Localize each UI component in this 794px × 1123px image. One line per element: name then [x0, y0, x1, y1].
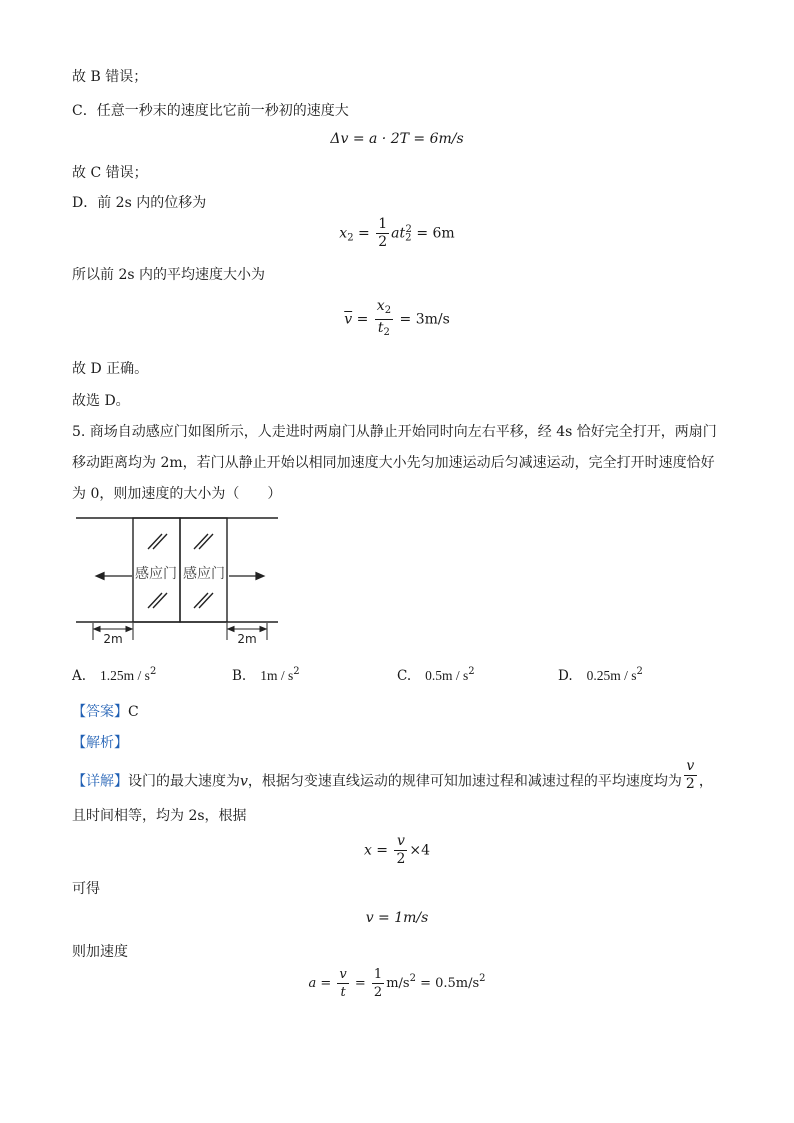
eq-x2-t-sub: 2 — [405, 232, 412, 244]
dimension-right-label: 2m — [237, 632, 257, 646]
eq-a-frac-2 — [372, 966, 384, 1001]
text-choose-d: 故选 D。 — [72, 393, 130, 409]
eq-x2-symbol: x — [339, 225, 348, 242]
eq-x2-rhs: = 6m — [411, 225, 455, 242]
eq-x2-equals: = — [353, 225, 375, 242]
eq-a-unit: m/s — [386, 976, 410, 991]
eq-vbar-num-sub: 2 — [384, 305, 392, 316]
answer-value: C — [128, 704, 139, 720]
eq-a-rhs: = 0.5m/s — [415, 976, 480, 991]
choice-d[interactable] — [558, 666, 643, 684]
choice-d-value: 0.25m / s — [586, 668, 637, 683]
detail-line-1 — [72, 758, 713, 793]
text-d-right: 故 D 正确。 — [72, 361, 149, 377]
detail-v-half-num: v — [684, 758, 697, 776]
eq-x-den: 2 — [396, 851, 406, 867]
left-door-label: 感应门 — [135, 566, 177, 582]
q5-line-1: 5. 商场自动感应门如图所示，人走进时两扇门从静止开始同时向左右平移，经 4s 恰好完全打开，两扇门 — [72, 424, 717, 440]
eq-x2-fraction — [376, 216, 389, 251]
eq-vbar-symbol: $\overline{v}$ — [344, 311, 353, 328]
choice-a-value: 1.25m / s — [100, 668, 150, 683]
choice-a-sup: 2 — [149, 666, 157, 677]
choice-c[interactable] — [397, 666, 475, 684]
answer-label: 【答案】 — [72, 704, 128, 720]
detail-v-half-den: 2 — [685, 776, 695, 792]
equation-delta-v — [0, 131, 794, 147]
q5-line-3: 为 0，则加速度的大小为（ ） — [72, 486, 282, 502]
eq-a-frac-1 — [337, 966, 348, 1001]
analysis-label — [72, 734, 128, 752]
eq-a-rhs-sup: 2 — [479, 973, 486, 984]
text-then-acc: 则加速度 — [72, 944, 128, 960]
detail-line-2: 且时间相等，均为 2s，根据 — [72, 808, 247, 824]
eq-x2-sub: 2 — [347, 232, 354, 244]
choice-b[interactable] — [232, 666, 300, 684]
analysis-label-text: 【解析】 — [72, 735, 128, 751]
answer-row — [72, 703, 139, 721]
eq-a-d2: 2 — [373, 985, 383, 1000]
equation-x2 — [0, 216, 794, 251]
choice-a-letter: A. — [72, 668, 87, 684]
eq-a-n1: v — [339, 967, 347, 982]
eq-x-equals: = — [371, 842, 393, 859]
eq-x-fraction — [394, 833, 407, 868]
eq-a-n2: 1 — [373, 967, 383, 982]
text-b-wrong: 故 B 错误； — [72, 69, 148, 85]
detail-text-b: ，根据匀变速直线运动的规律可知加速过程和减速过程的平均速度均为 — [247, 773, 682, 790]
choice-d-sup: 2 — [636, 666, 643, 677]
detail-text-c: ， — [698, 773, 713, 790]
eq-a-unit-sup: 2 — [409, 973, 416, 984]
choice-c-value: 0.5m / s — [425, 668, 469, 683]
text-obtain: 可得 — [72, 881, 100, 897]
eq-x2-t-sup: 2 — [405, 223, 412, 235]
choice-b-sup: 2 — [293, 666, 300, 677]
eq-vbar-den: t — [377, 320, 384, 336]
eq-x2-num: 1 — [378, 216, 388, 232]
detail-label: 【详解】 — [72, 773, 128, 790]
eq-vbar-fraction — [375, 298, 393, 341]
eq-x-symbol: x — [363, 842, 372, 859]
text-c-wrong: 故 C 错误； — [72, 165, 148, 181]
right-door-label: 感应门 — [183, 566, 225, 582]
eq-x2-at: at — [391, 225, 406, 242]
choice-b-letter: B. — [232, 668, 247, 684]
choice-a[interactable] — [72, 666, 156, 684]
dimension-left-label: 2m — [103, 632, 123, 646]
eq-a-equals-2: = — [350, 976, 370, 991]
text-d-intro: D．前 2s 内的位移为 — [72, 195, 207, 211]
choice-b-value: 1m / s — [260, 668, 294, 683]
choice-d-letter: D. — [558, 668, 573, 684]
equation-a — [0, 966, 794, 1001]
choice-c-letter: C. — [397, 668, 412, 684]
eq-a-d1: t — [340, 985, 346, 1000]
eq-vbar-den-sub: 2 — [383, 327, 390, 338]
choice-c-sup: 2 — [468, 666, 475, 677]
eq-x-num: v — [394, 833, 407, 851]
eq-x2-den: 2 — [378, 234, 388, 250]
eq-x-rhs: ×4 — [409, 842, 431, 859]
eq-vbar-num: x — [376, 298, 385, 314]
text-d-avg: 所以前 2s 内的平均速度大小为 — [72, 267, 265, 283]
detail-v-symbol: v — [240, 773, 248, 790]
detail-text-a: 设门的最大速度为 — [128, 773, 240, 790]
detail-v-half — [684, 758, 697, 793]
eq-a-symbol: a — [308, 976, 317, 991]
text-c-intro: C．任意一秒末的速度比它前一秒初的速度大 — [72, 103, 349, 119]
eq-a-equals: = — [316, 976, 336, 991]
eq-v-text: v = 1m/s — [365, 910, 429, 926]
equation-v — [0, 910, 794, 926]
equation-vbar: $\overline{v}$ = $\frac{x_2}{t_2}$ = 3m/s — [0, 298, 794, 341]
door-diagram — [70, 512, 282, 648]
q5-line-2: 移动距离均为 2m，若门从静止开始以相同加速度大小先匀加速运动后匀减速运动，完全打开时速度恰好 — [72, 455, 715, 471]
equation-x — [0, 833, 794, 868]
equation-delta-v-text: Δv = a · 2T = 6m/s — [330, 131, 464, 147]
eq-vbar-rhs: = 3m/s — [395, 311, 450, 328]
